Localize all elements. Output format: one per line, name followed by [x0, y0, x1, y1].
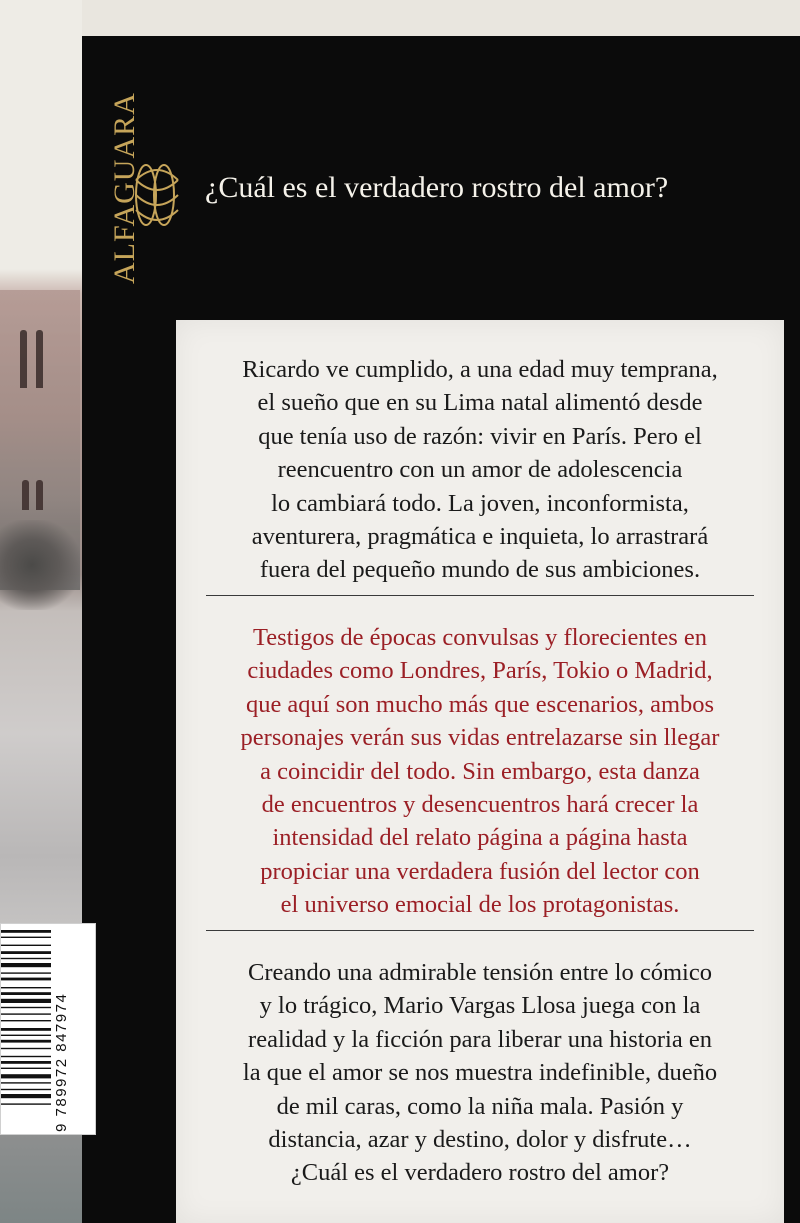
text-line: de encuentros y desencuentros hará crecer la	[261, 791, 699, 819]
text-line: de mil caras, como la niña mala. Pasión y	[276, 1092, 684, 1120]
barcode-bar	[1, 937, 51, 938]
barcode-bar	[1, 1082, 51, 1083]
section-divider	[206, 930, 754, 931]
barcode-bar	[1, 972, 51, 973]
text-line: y lo trágico, Mario Vargas Llosa juega con la	[259, 992, 701, 1020]
barcode-bar	[1, 987, 51, 988]
text-line: intensidad del relato página a página hasta	[272, 824, 688, 852]
barcode-bar	[1, 1061, 51, 1064]
text-line: Ricardo ve cumplido, a una edad muy temprana,	[242, 356, 718, 383]
barcode-bar	[1, 1035, 51, 1036]
barcode-bar	[1, 999, 51, 1003]
barcode-bar	[1, 978, 51, 981]
logo-knot-ornament-icon	[134, 145, 180, 245]
text-line: aventurera, pragmática e inquieta, lo arrastrará	[251, 523, 709, 551]
synopsis-paragraph-1	[176, 353, 784, 587]
tree-silhouette	[0, 520, 80, 610]
synopsis-paragraph-3	[176, 956, 784, 1190]
text-line: que tenía uso de razón: vivir en París. Pero el	[258, 422, 702, 450]
synopsis-paragraph-2	[176, 621, 784, 922]
publisher-logo-text: ALFAGUARA	[108, 92, 141, 284]
cover-headline: ¿Cuál es el verdadero rostro del amor?	[205, 171, 669, 204]
text-line: Creando una admirable tensión entre lo cómico	[248, 959, 712, 986]
barcode-bar	[1, 1089, 51, 1090]
section-divider	[206, 595, 754, 596]
text-line: el universo emocial de los protagonistas.	[280, 891, 680, 919]
barcode-bar	[1, 1028, 51, 1031]
text-line: fuera del pequeño mundo de sus ambiciones.	[259, 556, 701, 584]
barcode-bar	[1, 992, 51, 995]
barcode-bar	[1, 945, 51, 946]
barcode-bar	[1, 951, 51, 954]
text-line: a coincidir del todo. Sin embargo, esta danza	[260, 757, 700, 785]
barcode-bars	[1, 924, 53, 1134]
text-line: Testigos de épocas convulsas y florecientes en	[252, 624, 708, 651]
text-line: personajes verán sus vidas entrelazarse sin llegar	[240, 724, 720, 752]
barcode-bar	[1, 1013, 51, 1014]
text-line: ciudades como Londres, París, Tokio o Madrid,	[247, 657, 713, 685]
text-line: ¿Cuál es el verdadero rostro del amor?	[290, 1159, 670, 1187]
text-line: distancia, azar y destino, dolor y disfrute…	[268, 1126, 692, 1154]
text-line: el sueño que en su Lima natal alimentó desde	[257, 389, 703, 417]
barcode-bar	[1, 1094, 51, 1098]
barcode-bar	[1, 1007, 51, 1008]
barcode-bar	[1, 1020, 51, 1021]
barcode-bar	[1, 963, 51, 967]
isbn-number: 9 789972 847974	[53, 992, 70, 1132]
text-line: que aquí son mucho más que escenarios, ambos	[245, 690, 715, 718]
isbn-barcode	[0, 923, 96, 1135]
text-line: la que el amor se nos muestra indefinible, dueño	[242, 1059, 718, 1087]
barcode-bar	[1, 1048, 51, 1049]
barcode-bar	[1, 1068, 51, 1069]
barcode-bar	[1, 930, 51, 933]
synopsis-panel	[176, 320, 784, 1223]
text-line: reencuentro con un amor de adolescencia	[277, 456, 683, 484]
barcode-bar	[1, 1074, 51, 1078]
barcode-bar	[1, 1040, 51, 1043]
barcode-bar	[1, 1056, 51, 1057]
barcode-bar	[1, 958, 51, 959]
text-line: propiciar una verdadera fusión del lector con	[260, 857, 700, 885]
text-line: lo cambiará todo. La joven, inconformista,	[271, 489, 689, 517]
barcode-bar	[1, 1103, 51, 1104]
text-line: realidad y la ficción para liberar una historia en	[248, 1025, 712, 1053]
